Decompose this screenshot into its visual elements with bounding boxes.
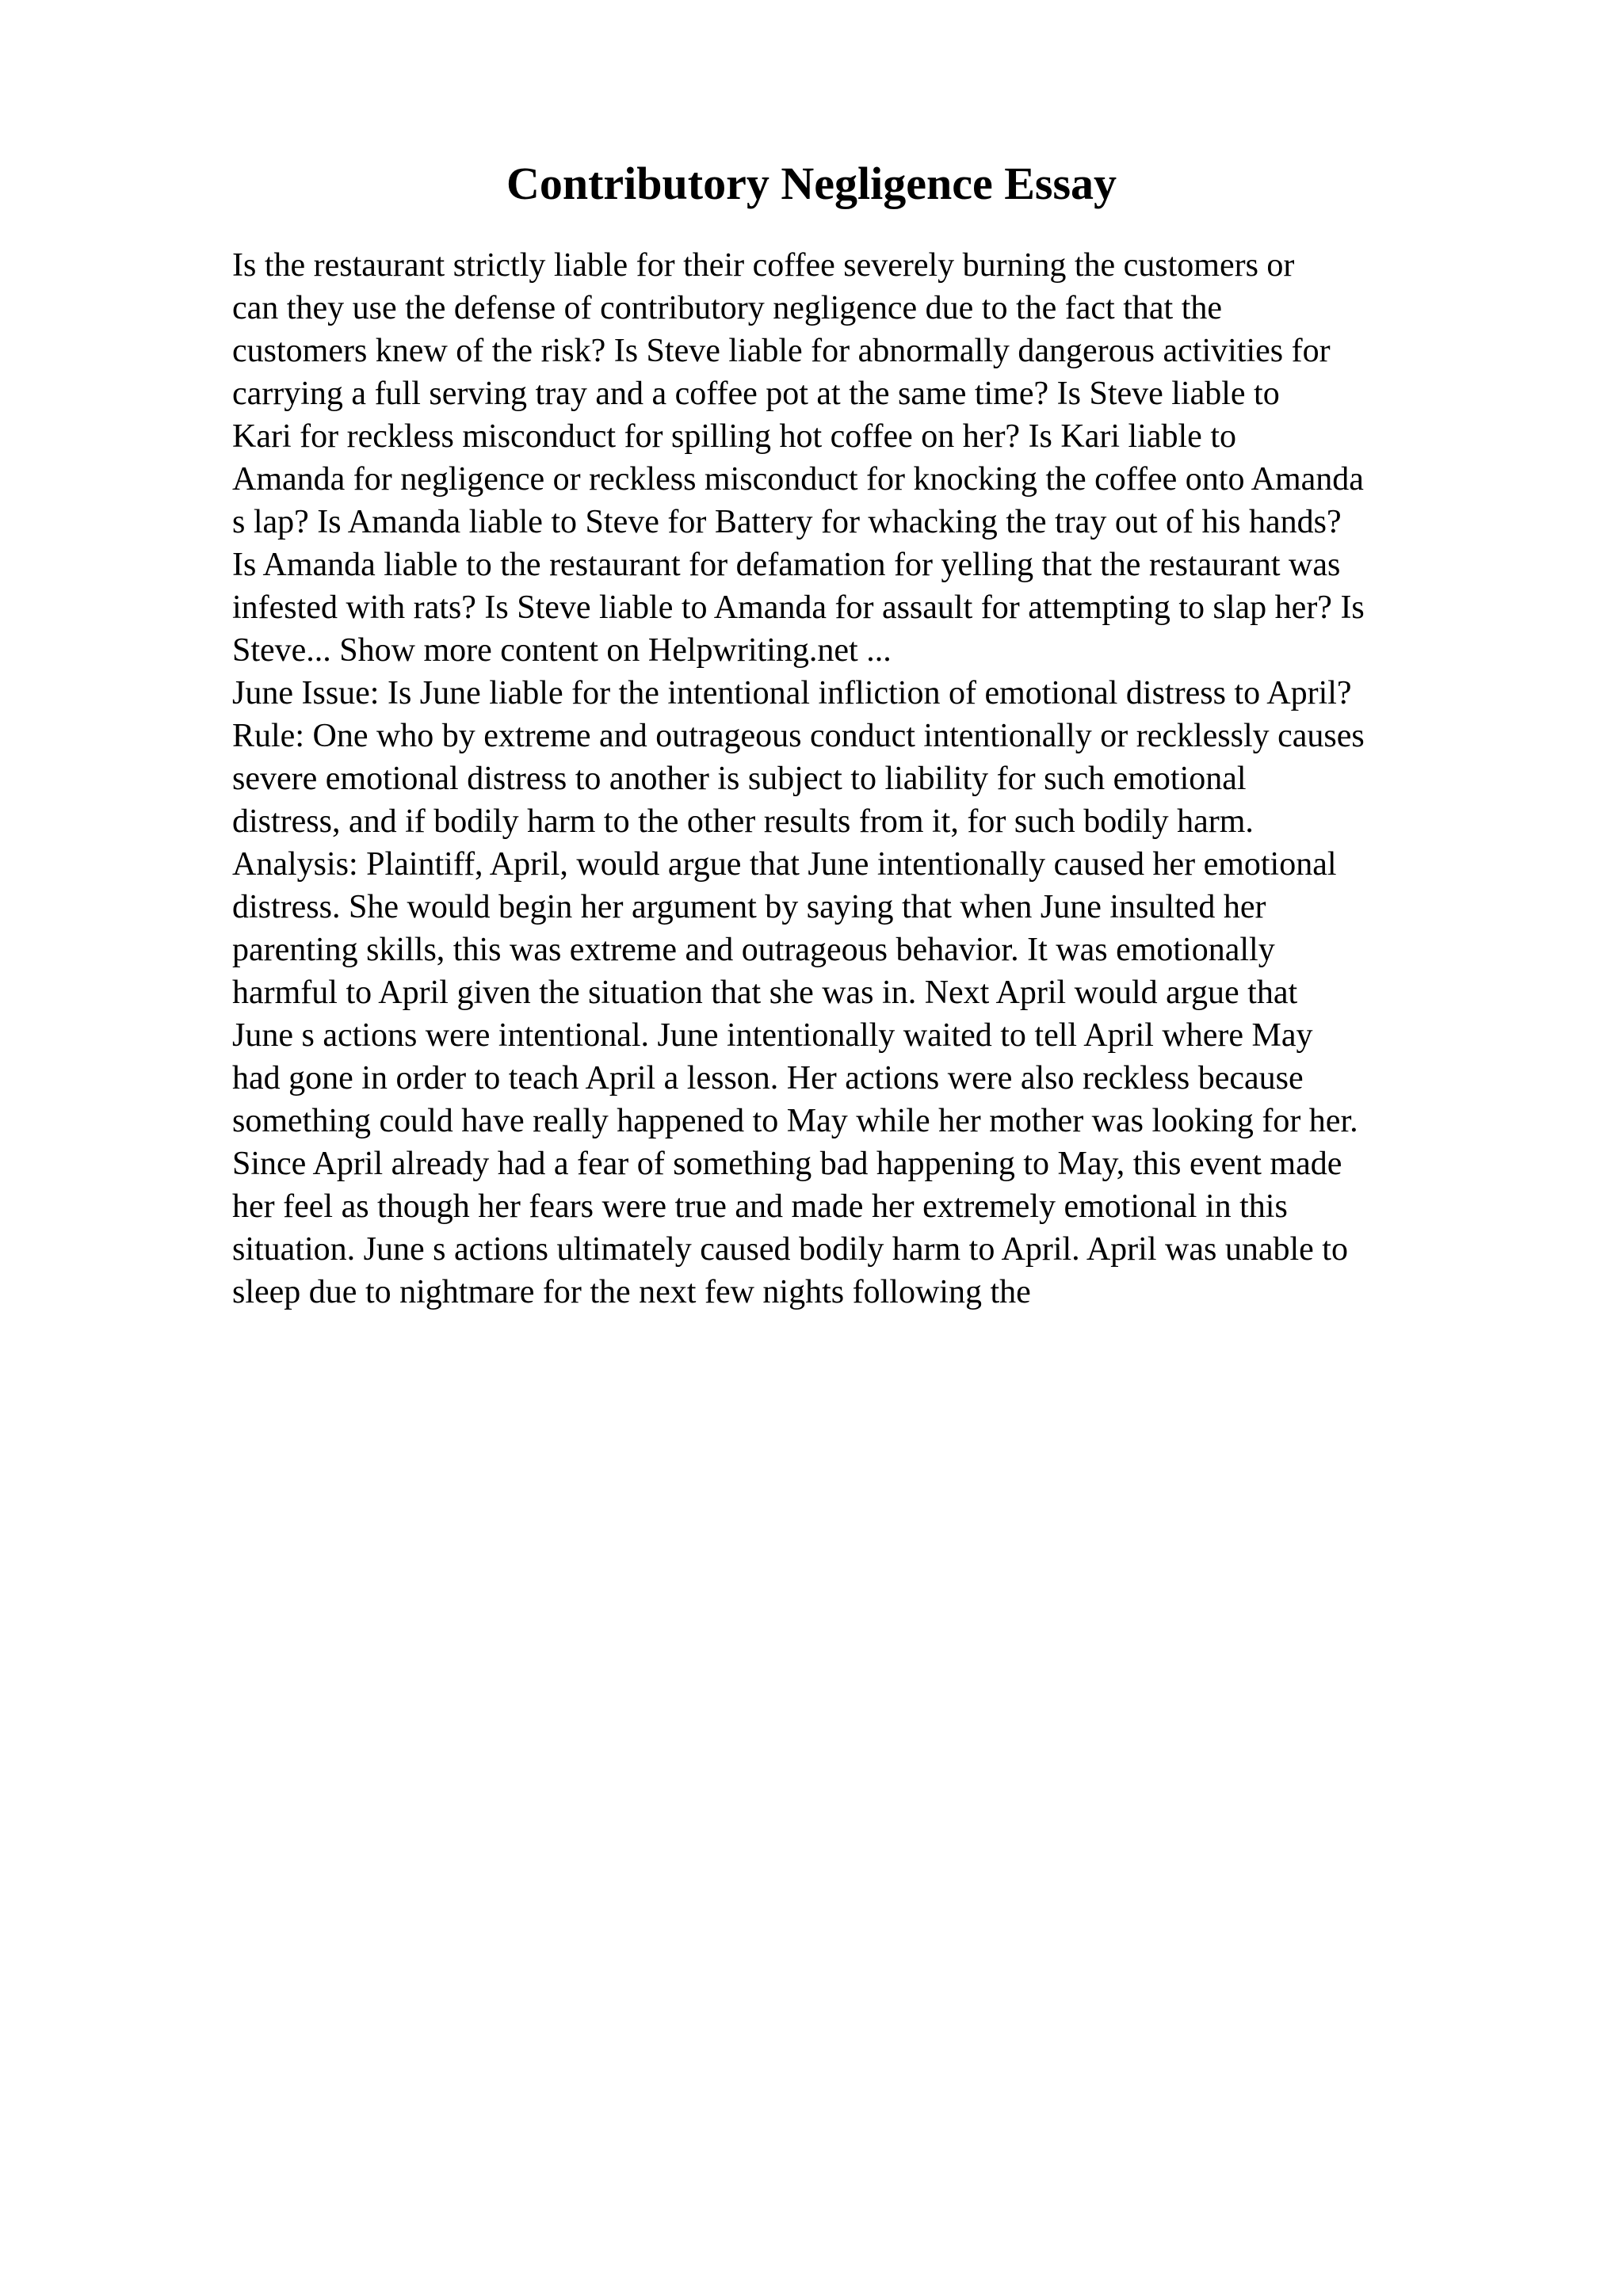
essay-line: carrying a full serving tray and a coffee pot at the same time? Is Steve liable to bbox=[232, 376, 1280, 412]
essay-line: June Issue: Is June liable for the intentional infliction of emotional distress to April? bbox=[232, 675, 1352, 711]
document-title: Contributory Negligence Essay bbox=[506, 158, 1117, 209]
essay-line: distress. She would begin her argument by saying that when June insulted her bbox=[232, 889, 1266, 925]
essay-line: Kari for reckless misconduct for spilling hot coffee on her? Is Kari liable to bbox=[232, 418, 1236, 455]
essay-line: infested with rats? Is Steve liable to Amanda for assault for attempting to slap her? Is bbox=[232, 589, 1365, 626]
essay-line: can they use the defense of contributory negligence due to the fact that the bbox=[232, 290, 1223, 326]
essay-line: something could have really happened to May while her mother was looking for her. bbox=[232, 1103, 1358, 1139]
essay-line: Is Amanda liable to the restaurant for defamation for yelling that the restaurant was bbox=[232, 547, 1341, 583]
essay-line: June s actions were intentional. June intentionally waited to tell April where May bbox=[232, 1017, 1313, 1054]
essay-line: situation. June s actions ultimately caused bodily harm to April. April was unable to bbox=[232, 1231, 1348, 1268]
essay-line: customers knew of the risk? Is Steve liable for abnormally dangerous activities for bbox=[232, 333, 1331, 369]
essay-line: Amanda for negligence or reckless misconduct for knocking the coffee onto Amanda bbox=[232, 461, 1364, 498]
essay-line: parenting skills, this was extreme and outrageous behavior. It was emotionally bbox=[232, 932, 1275, 968]
essay-line: her feel as though her fears were true and made her extremely emotional in this bbox=[232, 1188, 1288, 1225]
show-more-line[interactable]: Steve... Show more content on Helpwriting.net ... bbox=[232, 632, 892, 669]
essay-line: s lap? Is Amanda liable to Steve for Battery for whacking the tray out of his hands? bbox=[232, 504, 1342, 540]
essay-line: Rule: One who by extreme and outrageous conduct intentionally or recklessly causes bbox=[232, 718, 1365, 754]
essay-line: had gone in order to teach April a lesson. Her actions were also reckless because bbox=[232, 1060, 1304, 1097]
essay-line: Is the restaurant strictly liable for their coffee severely burning the customers or bbox=[232, 247, 1295, 284]
essay-body bbox=[232, 244, 1500, 1314]
essay-line: harmful to April given the situation that she was in. Next April would argue that bbox=[232, 974, 1298, 1011]
essay-line: sleep due to nightmare for the next few nights following the bbox=[232, 1274, 1031, 1310]
essay-line: Since April already had a fear of something bad happening to May, this event made bbox=[232, 1146, 1342, 1182]
essay-line: Analysis: Plaintiff, April, would argue that June intentionally caused her emotional bbox=[232, 846, 1337, 883]
essay-line: distress, and if bodily harm to the other results from it, for such bodily harm. bbox=[232, 803, 1254, 840]
essay-line: severe emotional distress to another is subject to liability for such emotional bbox=[232, 761, 1247, 797]
